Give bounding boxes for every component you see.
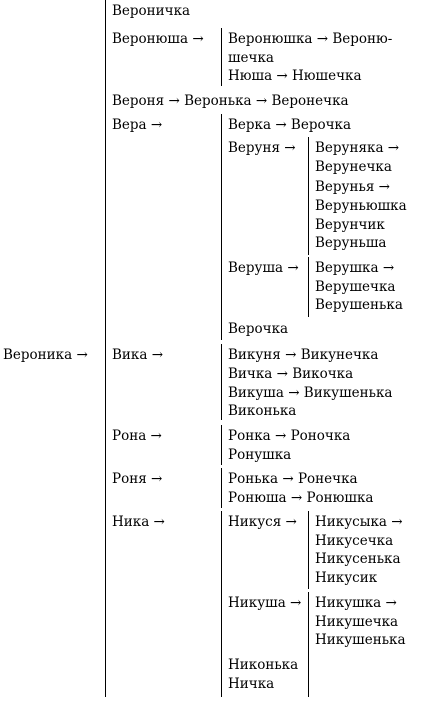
bracket-line-veranya (308, 137, 309, 255)
name-line: Ронюша → Ронюшка (228, 490, 374, 506)
name-line: Виконька (228, 403, 297, 419)
name-line: Никусик (315, 570, 378, 586)
name-line: Нюша → Нюшечка (228, 68, 362, 84)
name-line: Никушенька (315, 632, 406, 648)
name-line: Веронюшка → Вероню- (228, 31, 393, 47)
name-line: Веруня → (228, 140, 296, 156)
bracket-line-vera (221, 114, 222, 340)
name-line: Вера → (112, 117, 163, 133)
name-line: Ронушка (228, 447, 292, 463)
name-line: Викуша → Викушенька (228, 385, 393, 401)
name-line: Вероня → Веронька → Веронечка (112, 93, 349, 109)
bracket-line-verusha (308, 257, 309, 317)
name-line: Ничка (228, 676, 275, 692)
bracket-line-nikusha (308, 592, 309, 697)
name-line: Веруньша (315, 235, 387, 251)
name-line: Ника → (112, 514, 165, 530)
name-line: Никушка → (315, 595, 397, 611)
name-line: Верушка → (315, 260, 395, 276)
name-line: Никусенька (315, 551, 401, 567)
name-line: Веруньюшка (315, 198, 407, 214)
name-line: Веронюша → (112, 31, 204, 47)
name-line: Никушечка (315, 614, 399, 630)
bracket-line-main (105, 0, 106, 697)
bracket-line-veronyusha (221, 28, 222, 86)
name-line: Никусыка → (315, 514, 403, 530)
name-line: Ронька → Ронечка (228, 471, 358, 487)
bracket-line-rona (221, 425, 222, 465)
name-line: Никусечка (315, 533, 394, 549)
name-line: Верочка (228, 321, 289, 337)
name-line: Вичка → Викочка (228, 366, 354, 382)
name-line: Верунья → (315, 179, 390, 195)
name-line: Вика → (112, 347, 164, 363)
name-line: Роня → (112, 471, 163, 487)
name-line: Верушечка (315, 279, 396, 295)
name-line: Веруняка → (315, 140, 400, 156)
bracket-line-nikusya (308, 511, 309, 589)
name-line: Никонька (228, 657, 299, 673)
name-line: шечка (228, 50, 274, 66)
name-line: Викуня → Викунечка (228, 347, 379, 363)
bracket-line-ronya (221, 468, 222, 508)
name-line: Никуша → (228, 595, 302, 611)
name-line: Верка → Верочка (228, 117, 352, 133)
name-line: Верушенька (315, 297, 403, 313)
name-line: Рона → (112, 428, 162, 444)
name-line: Вероничка (112, 3, 191, 19)
name-line: Веруша → (228, 260, 299, 276)
name-line: Никуся → (228, 514, 297, 530)
bracket-line-vika (221, 344, 222, 420)
name-line: Ронка → Роночка (228, 428, 351, 444)
bracket-line-nika (221, 511, 222, 697)
name-line: Верунечка (315, 159, 392, 175)
name-line: Верунчик (315, 217, 385, 233)
root-name: Вероника → (3, 347, 88, 363)
